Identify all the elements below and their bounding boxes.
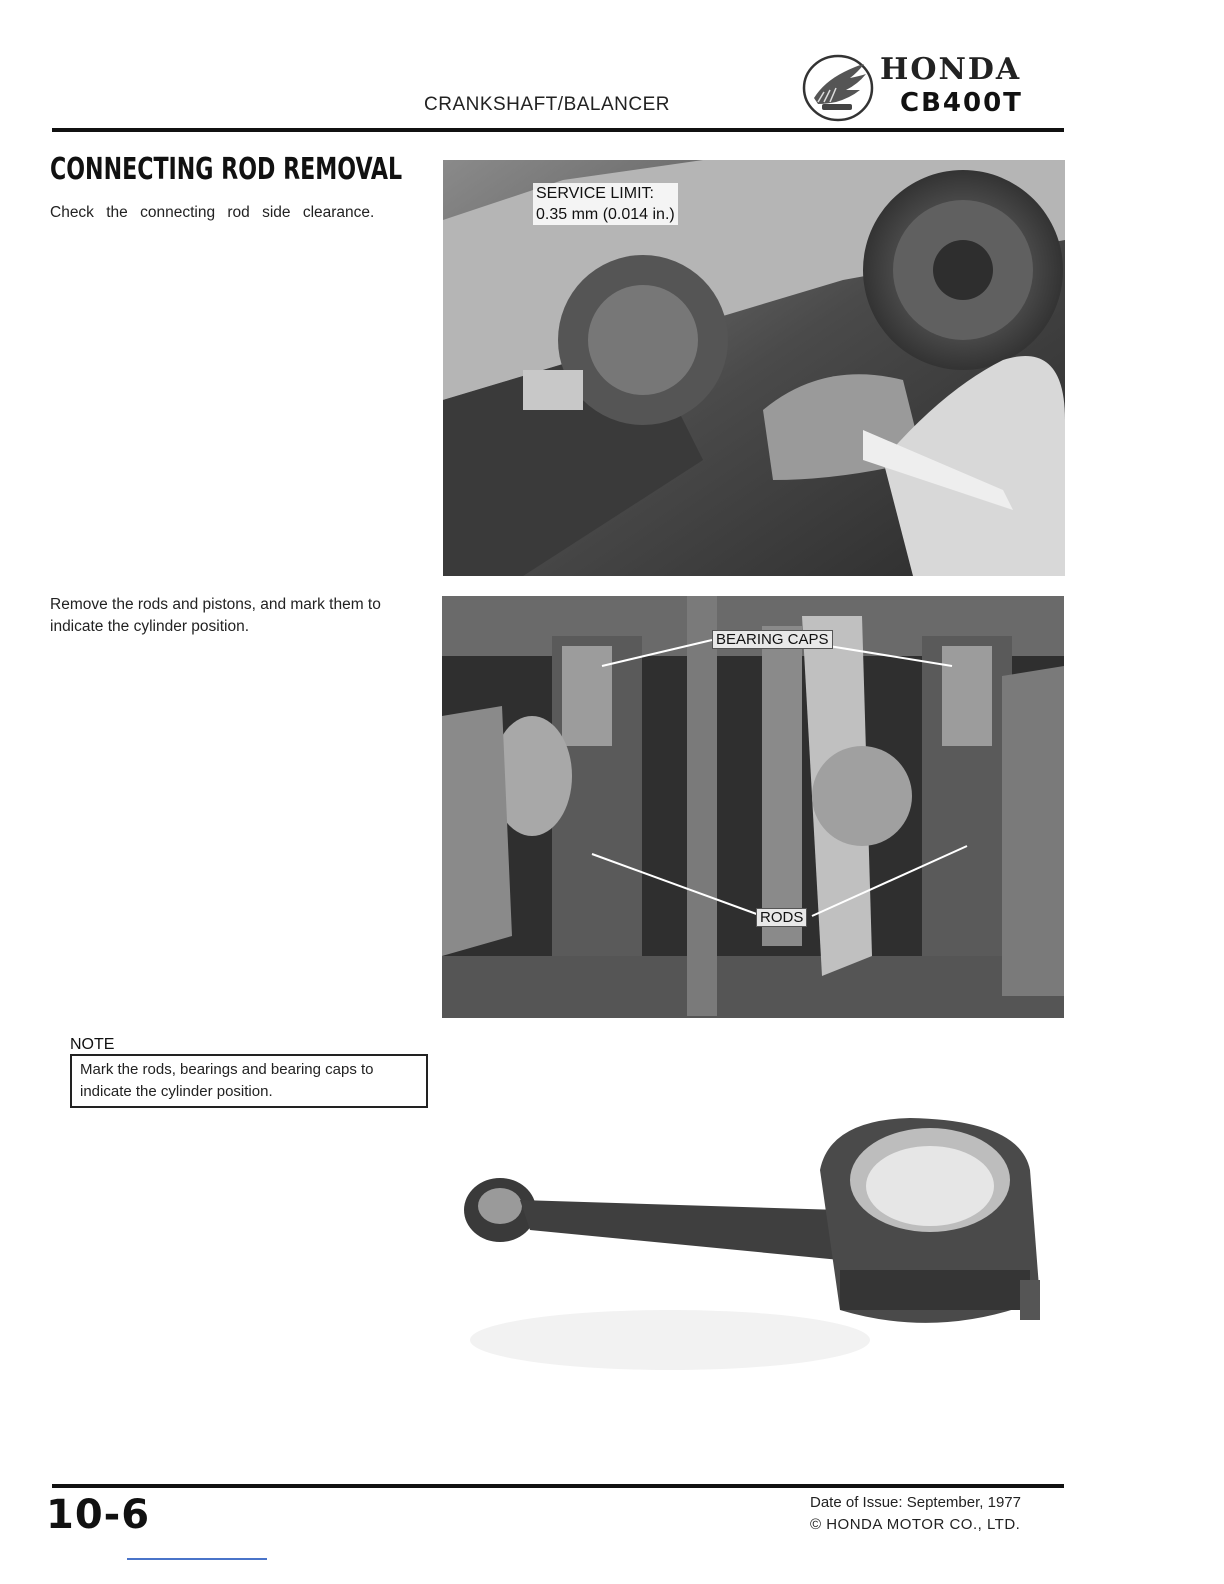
model-name: CB400T xyxy=(900,88,1023,118)
rods-label: RODS xyxy=(756,908,807,927)
service-limit-label: SERVICE LIMIT: xyxy=(536,185,654,202)
note-label: NOTE xyxy=(70,1036,115,1053)
blue-underline xyxy=(127,1558,267,1560)
photo-connecting-rod xyxy=(440,1040,1062,1400)
photo-rods-bearing-caps xyxy=(442,596,1064,1018)
section-heading: CONNECTING ROD REMOVAL xyxy=(50,152,403,187)
page-number: 10-6 xyxy=(46,1492,151,1538)
brand-name: HONDA xyxy=(880,52,1022,87)
note-text: Mark the rods, bearings and bearing caps to indicate the cylinder position. xyxy=(80,1061,374,1100)
note-box xyxy=(70,1054,428,1108)
copyright: © HONDA MOTOR CO., LTD. xyxy=(810,1516,1021,1533)
honda-wing-icon xyxy=(800,52,876,124)
step2-text: Remove the rods and pistons, and mark them to indicate the cylinder position. xyxy=(50,596,381,635)
header-rule xyxy=(52,128,1064,132)
footer-rule xyxy=(52,1484,1064,1488)
section-title: CRANKSHAFT/BALANCER xyxy=(424,94,670,115)
step1-text: Check the connecting rod side clearance. xyxy=(50,204,375,221)
service-limit-callout xyxy=(533,183,678,225)
service-limit-value: 0.35 mm (0.014 in.) xyxy=(536,206,675,223)
bearing-caps-label: BEARING CAPS xyxy=(712,630,833,649)
issue-date: Date of Issue: September, 1977 xyxy=(810,1494,1021,1511)
